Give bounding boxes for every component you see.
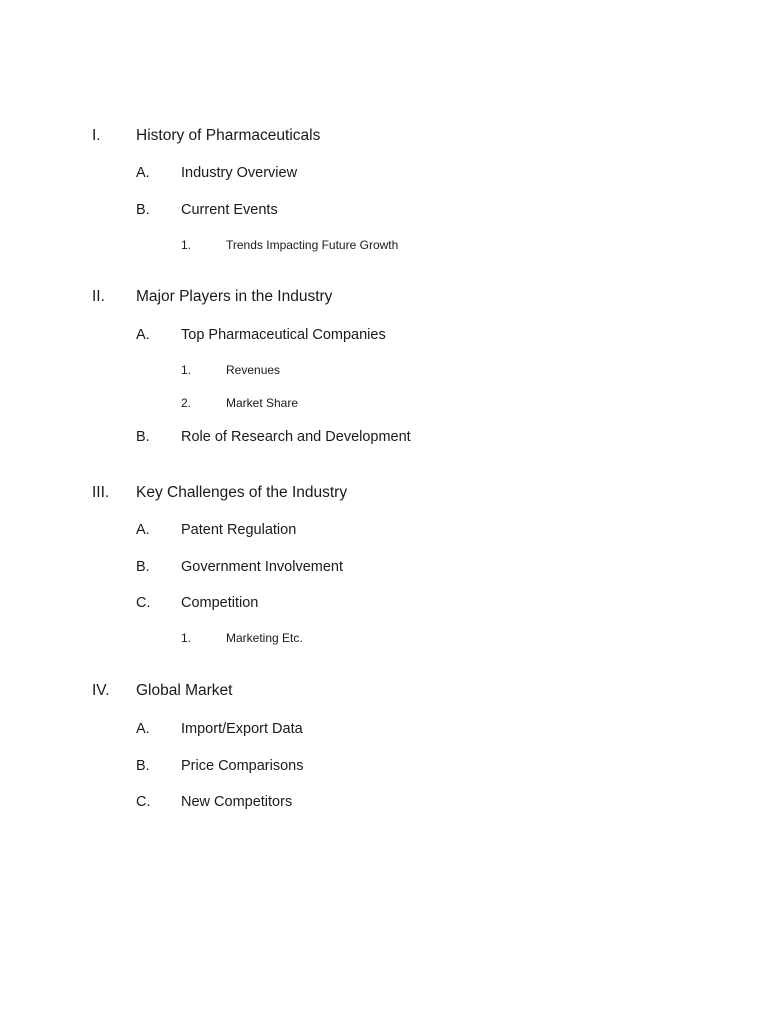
section-title: Major Players in the Industry: [136, 288, 333, 305]
item-letter: A.: [136, 327, 150, 343]
item-title: Government Involvement: [181, 559, 343, 575]
item-title: Current Events: [181, 202, 278, 218]
subitem-title: Marketing Etc.: [226, 631, 303, 645]
item-letter: B.: [136, 202, 150, 218]
subitem-title: Market Share: [226, 396, 299, 410]
item-title: Price Comparisons: [181, 758, 304, 774]
item-title: New Competitors: [181, 794, 293, 810]
subitem-number: 1.: [181, 631, 192, 645]
item-title: Patent Regulation: [181, 522, 297, 538]
section-numeral: IV.: [92, 682, 110, 699]
item-letter: C.: [136, 595, 151, 611]
section-title: History of Pharmaceuticals: [136, 127, 321, 144]
item-letter: A.: [136, 165, 150, 181]
subitem-number: 2.: [181, 396, 192, 410]
section-title: Global Market: [136, 682, 233, 699]
subitem-number: 1.: [181, 363, 192, 377]
item-title: Industry Overview: [181, 165, 298, 181]
item-title: Import/Export Data: [181, 721, 303, 737]
section-numeral: III.: [92, 484, 110, 501]
item-title: Competition: [181, 595, 259, 611]
item-letter: A.: [136, 522, 150, 538]
item-letter: B.: [136, 429, 150, 445]
item-letter: B.: [136, 758, 150, 774]
item-title: Top Pharmaceutical Companies: [181, 327, 386, 343]
subitem-title: Revenues: [226, 363, 281, 377]
subitem-title: Trends Impacting Future Growth: [226, 238, 399, 252]
section-title: Key Challenges of the Industry: [136, 484, 348, 501]
item-title: Role of Research and Development: [181, 429, 411, 445]
section-numeral: II.: [92, 288, 105, 305]
item-letter: C.: [136, 794, 151, 810]
section-numeral: I.: [92, 127, 101, 144]
subitem-number: 1.: [181, 238, 192, 252]
item-letter: A.: [136, 721, 150, 737]
item-letter: B.: [136, 559, 150, 575]
